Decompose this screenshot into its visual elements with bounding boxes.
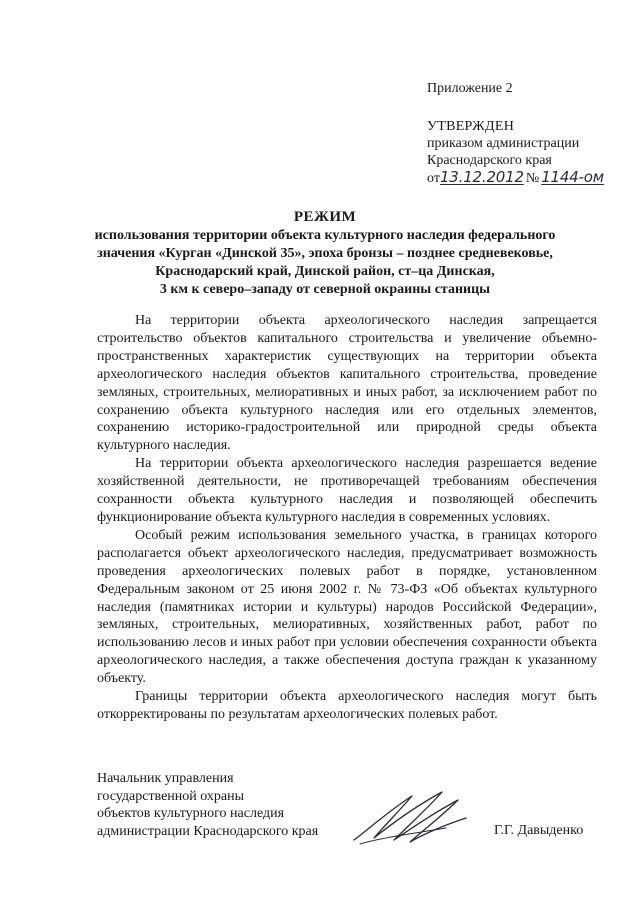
- document-title-block: [80, 208, 570, 299]
- approval-order-line2: Краснодарского края: [427, 153, 552, 168]
- document-body: [97, 312, 597, 724]
- title-line-2: значения «Курган «Динской 35», эпоха бронзы – позднее средневековье,: [97, 246, 553, 261]
- title-line-3: Краснодарский край, Динской район, ст–ца Динская,: [155, 264, 495, 279]
- document-title: РЕЖИМ: [293, 209, 357, 225]
- appendix-label: Приложение 2: [427, 81, 513, 96]
- handwritten-signature-icon: [350, 788, 470, 848]
- title-line-1: использования территории объекта культурного наследия федерального: [94, 228, 556, 243]
- order-number-sign: №: [525, 171, 540, 186]
- title-line-4: 3 км к северо–западу от северной окраины станицы: [159, 282, 491, 297]
- signatory-position: [97, 770, 318, 840]
- signatory-line-1: Начальник управления: [97, 771, 234, 786]
- body-paragraph-4: Границы территории объекта археологического наследия могут быть откорректированы по результатам археологических полевых работ.: [97, 689, 597, 722]
- order-number-handwritten: 1144-ом: [541, 168, 604, 186]
- signatory-line-2: государственной охраны: [97, 788, 245, 804]
- approved-heading: УТВЕРЖДЕН: [427, 119, 515, 134]
- order-date-number: [427, 169, 632, 187]
- approval-block: [427, 118, 632, 187]
- signatory-line-4: администрации Краснодарского края: [97, 823, 319, 839]
- signatory-line-3: объектов культурного наследия: [97, 806, 285, 821]
- order-date-handwritten: 13.12.2012: [439, 168, 524, 186]
- body-paragraph-3: Особый режим использования земельного участка, в границах которого располагается объект археологического наследия, предусматривает возможность проведения археологических полевых работ в порядке, установленном Федеральным законом от 25 июня 2002 г. № 73-ФЗ «Об объектах культурного наследия (памятниках истории и культуры) народов Российской Федерации», земляных, строительных, мелиоративных, хозяйственных работ, работ по использованию лесов и иных работ при условии обеспечения сохранности объекта археологического наследия, а также обеспечения доступа граждан к указанному объекту.: [97, 527, 597, 687]
- order-from-prefix: от: [427, 171, 440, 186]
- body-paragraph-2: На территории объекта археологического наследия разрешается ведение хозяйственной деятельности, не противоречащей требованиям обеспечения сохранности объекта культурного наследия и позволяющей обеспечить функционирование объекта культурного наследия в современных условиях.: [97, 456, 597, 525]
- signatory-name: Г.Г. Давыденко: [494, 823, 584, 838]
- approval-order-line1: приказом администрации: [427, 136, 580, 151]
- body-paragraph-1: На территории объекта археологического наследия запрещается строительство объектов капитального строительства и увеличение объемно-пространственных характеристик существующих на территории объекта археологического наследия объектов капитального строительства, проведение земляных, строительных, мелиоративных и иных работ, за исключением работ по сохранению объекта культурного наследия или его отдельных элементов, сохранению историко-градостроительной или природной среды объекта культурного наследия.: [97, 313, 597, 454]
